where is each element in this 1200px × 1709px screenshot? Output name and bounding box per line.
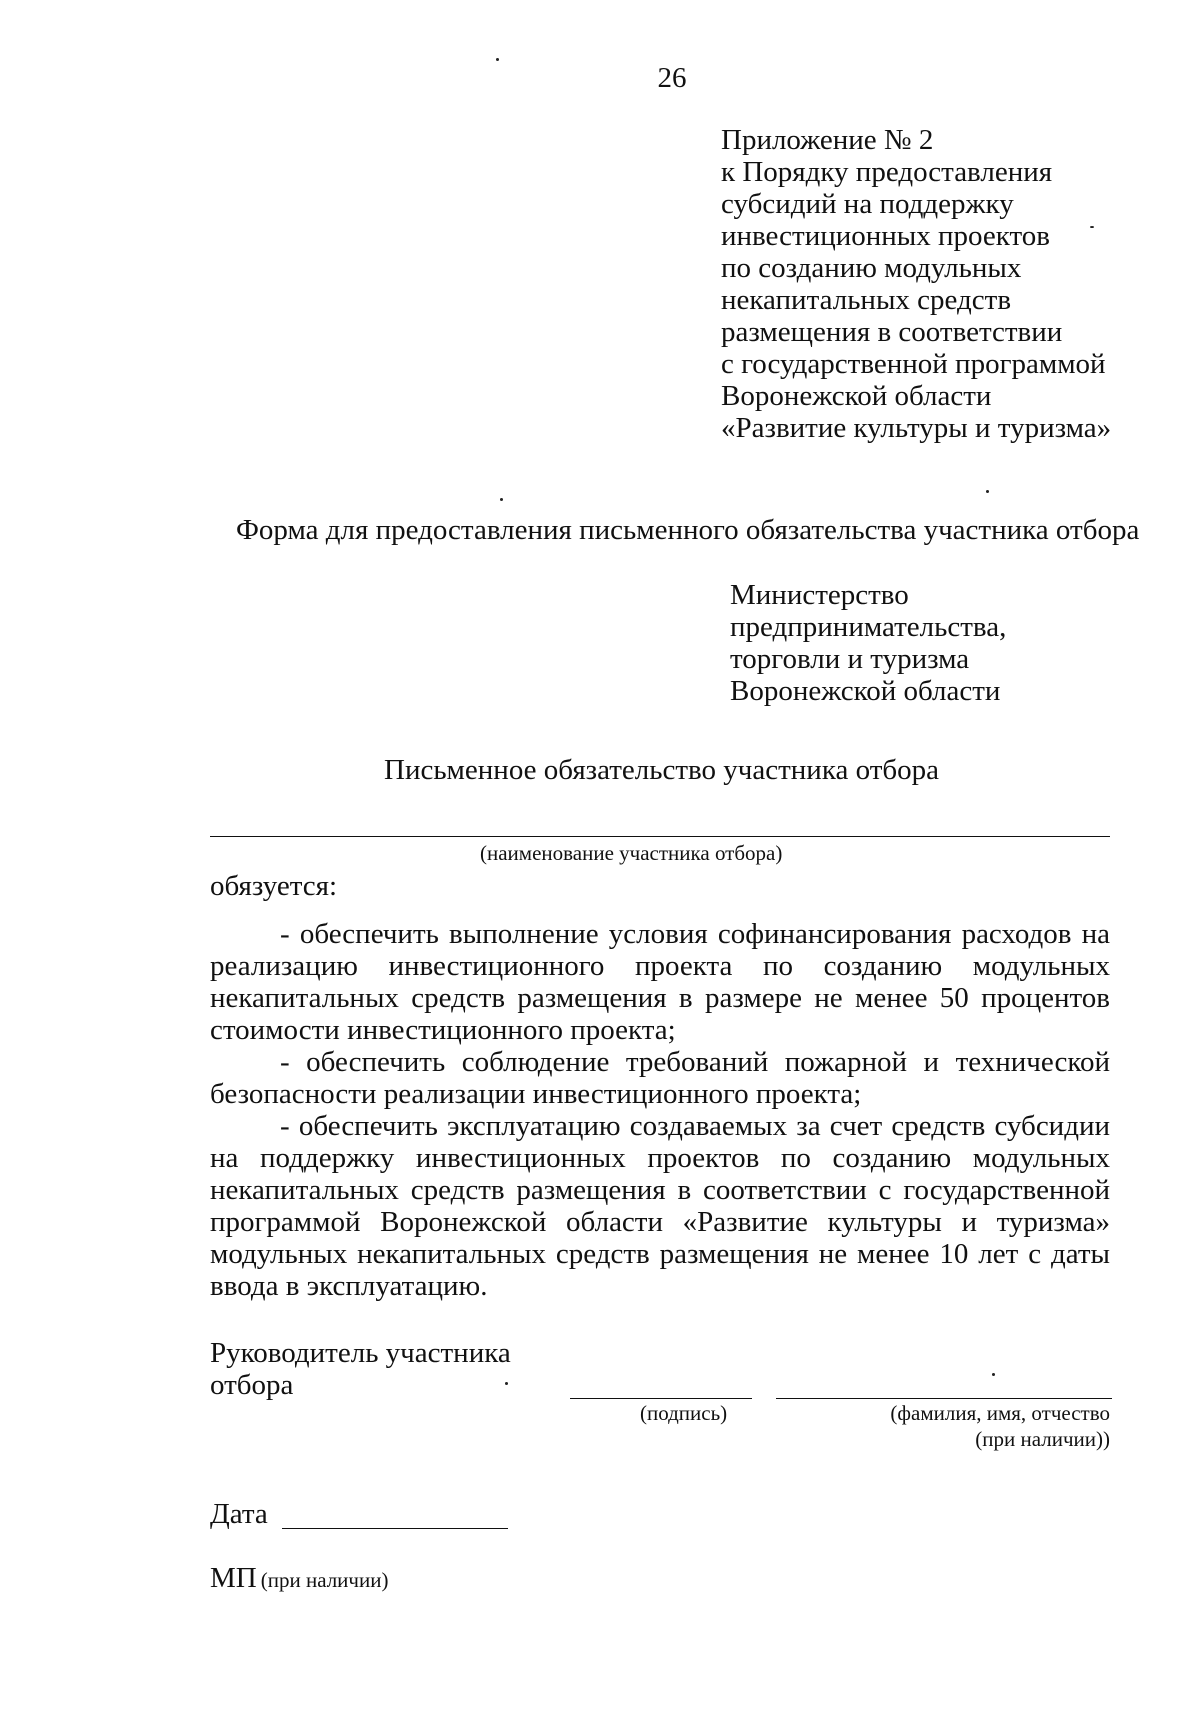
stamp-label: МП [210, 1562, 257, 1594]
fio-caption-line: (фамилия, имя, отчество [890, 1401, 1110, 1425]
signer-label [210, 1337, 530, 1401]
form-title: Форма для предоставления письменного обязательства участника отбора [236, 514, 1140, 546]
fio-line[interactable] [776, 1398, 1112, 1399]
addressee-line: Министерство [730, 579, 909, 611]
appendix-line: по созданию модульных [721, 252, 1022, 284]
date-label: Дата [210, 1498, 268, 1530]
participant-name-line[interactable] [210, 836, 1110, 837]
appendix-line: субсидий на поддержку [721, 188, 1014, 220]
addressee-block [730, 579, 1150, 707]
appendix-line: «Развитие культуры и туризма» [721, 412, 1112, 444]
scan-speck [992, 1373, 995, 1376]
document-title: Письменное обязательство участника отбора [384, 754, 940, 786]
fio-caption-line: (при наличии)) [975, 1427, 1110, 1451]
appendix-header [721, 124, 1181, 444]
participant-name-caption: (наименование участника отбора) [480, 841, 783, 865]
obligation-item: - обеспечить соблюдение требований пожарной и технической безопасности реализации инвестиционного проекта; [210, 1046, 1110, 1110]
signature-line[interactable] [570, 1398, 752, 1399]
obligation-item: - обеспечить выполнение условия софинансирования расходов на реализацию инвестиционного проекта по созданию модульных некапитальных средств размещения в размере не менее 50 процентов стоимости инвестиционного проекта; [210, 918, 1110, 1046]
addressee-line: торговли и туризма [730, 643, 970, 675]
scan-speck [986, 490, 989, 493]
date-line[interactable] [282, 1528, 508, 1529]
stamp-row [210, 1562, 388, 1595]
page-number: 26 [657, 62, 687, 94]
signer-line: Руководитель участника [210, 1337, 511, 1369]
stamp-note: (при наличии) [260, 1568, 389, 1592]
scan-speck [500, 498, 503, 501]
appendix-line: некапитальных средств [721, 284, 1012, 316]
addressee-line: предпринимательства, [730, 611, 1007, 643]
fio-caption [820, 1400, 1110, 1452]
appendix-line: к Порядку предоставления [721, 156, 1053, 188]
signer-line: отбора [210, 1369, 294, 1401]
appendix-line: Воронежской области [721, 380, 992, 412]
appendix-line: Приложение № 2 [721, 124, 934, 156]
appendix-line: с государственной программой [721, 348, 1106, 380]
appendix-line: инвестиционных проектов [721, 220, 1050, 252]
signature-caption: (подпись) [640, 1401, 728, 1425]
addressee-line: Воронежской области [730, 675, 1001, 707]
appendix-line: размещения в соответствии [721, 316, 1063, 348]
obligation-item: - обеспечить эксплуатацию создаваемых за счет средств субсидии на поддержку инвестиционных проектов по созданию модульных некапитальных средств размещения в соответствии с государственной программой Воронежской области «Развитие культуры и туризма» модульных некапитальных средств размещения не менее 10 лет с даты ввода в эксплуатацию. [210, 1110, 1110, 1302]
obligates-label: обязуется: [210, 870, 338, 902]
obligations-list [210, 918, 1110, 1302]
scan-speck [496, 58, 499, 61]
date-row [210, 1498, 268, 1530]
